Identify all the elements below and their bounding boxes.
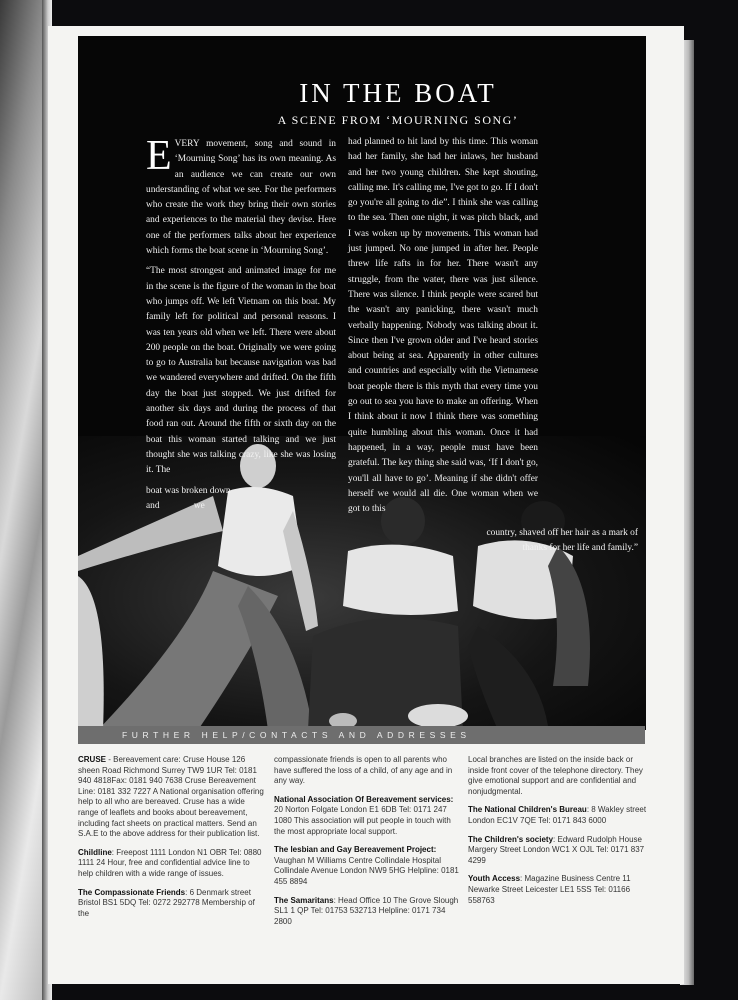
contact-details: Local branches are listed on the inside back or inside front cover of the telephone directory. They give emotional support and are confidential and nonjudgmental.: [468, 755, 643, 796]
column-2-tail: [348, 526, 638, 557]
contact-org-name: CRUSE: [78, 755, 107, 764]
contact-details: 20 Norton Folgate London E1 6DB Tel: 0171 247 1080 This association will put people in touch with the most appropriate local support.: [274, 805, 451, 836]
contact-details: : 8 Wakley street London EC1V 7QE Tel: 0171 843 6000: [468, 805, 647, 825]
help-column-3: [468, 755, 648, 914]
contact-details: : Edward Rudolph House Margery Street London WC1 X OJL Tel: 0171 837 4299: [468, 834, 645, 865]
contact-details: : Freepost 1111 London N1 OBR Tel: 0880 1111 24 Hour, free and confidential advice line to help children with a wide range of issues.: [78, 847, 262, 878]
intro-text: VERY movement, song and sound in ‘Mourning Song’ has its own meaning. As an audience we can create our own understanding of what we see. For the performers who create the work they bring their own stories and experiences to the material they devise. Here one of the performers talks about her experience which forms the boat scene in ‘Mourning Song’.: [146, 139, 336, 257]
contact-details: : 6 Denmark street Bristol BS1 5DQ Tel: 0272 292778 Membership of the: [78, 887, 255, 918]
contact-entry: [468, 874, 648, 906]
drop-cap: E: [146, 133, 172, 179]
help-section-heading: FURTHER HELP/CONTACTS AND ADDRESSES: [78, 726, 645, 744]
contact-details: Vaughan M Williams Centre Collindale Hospital Collindale Avenue London NW9 5HG Helpline: 0181 455 8894: [274, 855, 459, 886]
magazine-page: [48, 26, 684, 984]
contact-entry: [78, 755, 264, 840]
contact-details: compassionate friends is open to all parents who have suffered the loss of a child, of any age and in any way.: [274, 755, 453, 786]
contact-entry: [78, 888, 264, 920]
facing-page-photo: [0, 0, 44, 1000]
contact-entry: [274, 845, 462, 887]
contact-org-name: Childline: [78, 847, 112, 857]
contact-details: - Bereavement care: Cruse House 126 sheen Road Richmond Surrey TW9 1UR Tel: 0181 940 4818Fax: 0181 940 7638 Cruse Bereavement Line: 0181 332 7227 A National organisation offering help to all who are bereaved. Cruse has a wide range of leaflets and books about bereavement, including fact sheets on practical matters. Send an S.A.E to the above address for their publication list.: [78, 755, 264, 839]
contact-org-name: The Compassionate Friends: [78, 887, 186, 897]
column-1-tail-line-2: and we: [146, 500, 205, 511]
article-column-1: [146, 133, 336, 514]
contact-entry: [274, 795, 462, 837]
contact-org-name: The Samaritans: [274, 895, 334, 905]
contact-org-name: Youth Access: [468, 874, 521, 884]
column-2-tail-line-1: country, shaved off her hair as a mark of: [486, 528, 638, 538]
contact-entry: [78, 848, 264, 880]
article-column-2: [348, 135, 538, 517]
contact-details: : Head Office 10 The Grove Slough SL1 1 QP Tel: 01753 532713 Helpline: 0171 734 2800: [274, 895, 459, 926]
quote-continuation: had planned to hit land by this time. This woman had her family, she had her inlaws, her husband and her two young children. She kept shouting, calling me. It's calling me, I've got to go. If I don't go you're all going to die”. I think she was calling to the sea. Then one night, it was pitch black, and I was woken up by movements. This woman had just jumped. No one jumped in after her. People threw life rafts in for her. There wasn't any struggle, from the water, there was just silence. There was silence. I think people were scared but the wasn't any panicking, there wasn't much verbally happening. Nobody was talking about it. Since then I've grown older and I've heard stories about being at sea. Apparently in other cultures and countries and especially with the Vietnamese boat people there is this myth that every time you go out to sea you have to make an offering. When I think about it now I think there was something quite humbling about this woman. Once it had happened, in a way, people must have been grateful. The key thing she said was, ‘If I don't go, you'll all have to go’. Meaning if she didn't offer herself we would all die. One woman when we got to this: [348, 137, 538, 515]
intro-paragraph: [146, 133, 336, 259]
column-1-tail-line-1: boat was broken down: [146, 485, 231, 496]
contact-org-name: The National Children's Bureau: [468, 805, 587, 815]
contact-entry: [468, 835, 648, 867]
article-subtitle: A SCENE FROM ‘MOURNING SONG’: [277, 113, 519, 127]
help-column-1: [78, 755, 264, 927]
contact-entry: [274, 755, 462, 787]
column-2-tail-line-2: thanks for her life and family.”: [522, 543, 638, 554]
contact-entry: [468, 755, 648, 797]
contact-org-name: The Children's society: [468, 834, 554, 844]
quote-paragraph: “The most strongest and animated image for me in the scene is the figure of the woman in the boat who jumps off. We left Vietnam on this boat. My family left for political and personal reasons. I was ten years old when we left. There were about 200 people on the boat. Originally we were going to go to Australia but because navigation was bad we wandered everywhere and drifted. On the fifth day the boat just stopped. We just drifted for another six days and during the process of that food ran out. Around the fifth or sixth day on the boat this woman started talking and we just thought she was talking crazy, like she was losing it. The: [146, 266, 336, 476]
help-column-2: [274, 755, 462, 935]
contact-org-name: The lesbian and Gay Bereavement Project:: [274, 845, 437, 855]
article-title: IN THE BOAT: [299, 78, 497, 108]
contact-org-name: National Association Of Bereavement services:: [274, 794, 454, 804]
contact-entry: [468, 805, 648, 826]
contact-details: : Magazine Business Centre 11 Newarke Street Leicester LE1 5SS Tel: 01166 558763: [468, 874, 631, 905]
contact-entry: [274, 896, 462, 928]
